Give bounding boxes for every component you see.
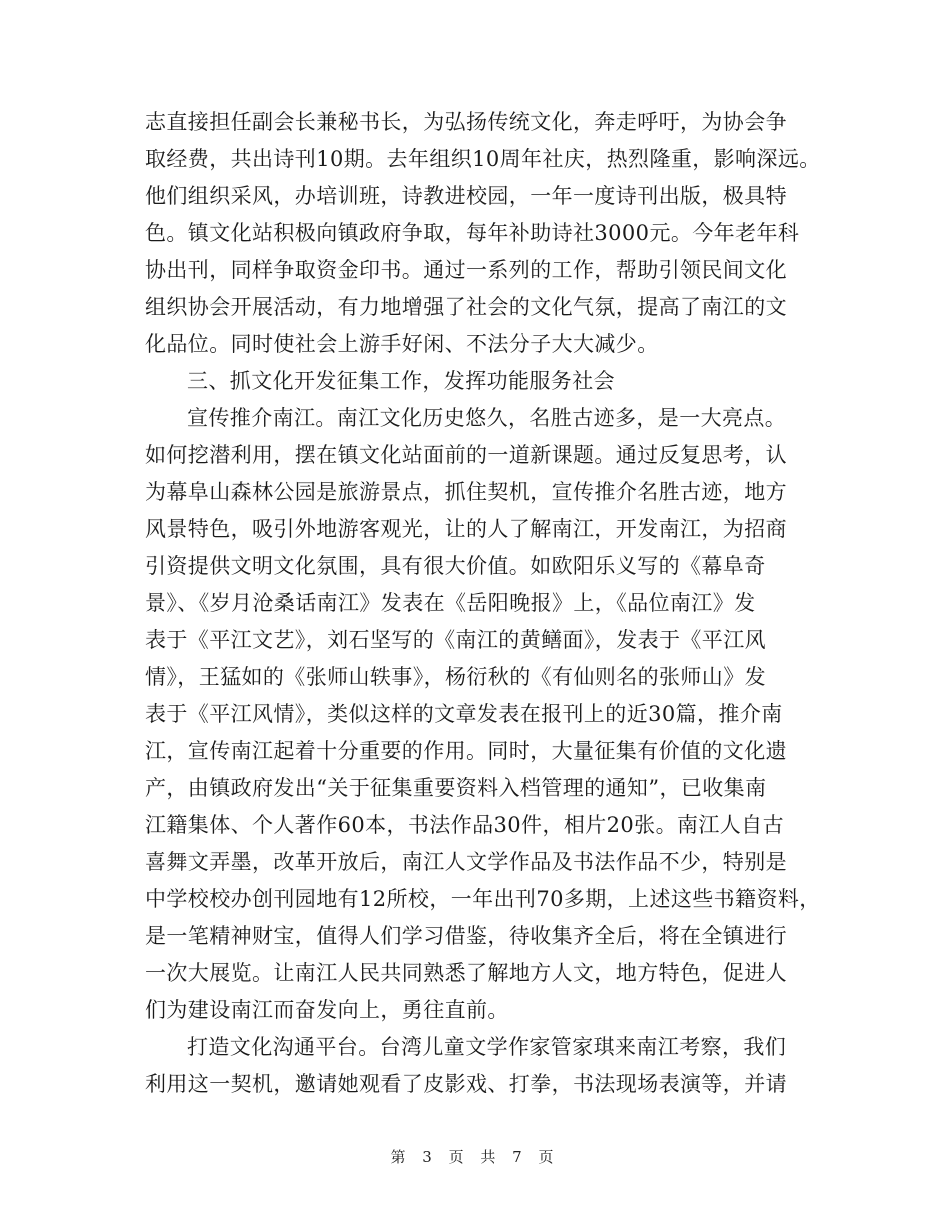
text-line: 化品位。同时使社会上游手好闲、不法分子大大减少。 [145, 332, 659, 356]
text-line: 一次大展览。让南江人民共同熟悉了解地方人文，地方特色，促进人 [145, 961, 787, 985]
text-line: 喜舞文弄墨，改革开放后，南江人文学作品及书法作品不少，特别是 [145, 850, 787, 874]
text-line: 江籍集体、个人著作60本，书法作品30件，相片20张。南江人自古 [145, 813, 784, 837]
text-line: 景》、《岁月沧桑话南江》发表在《岳阳晚报》上，《品位南江》发 [145, 591, 756, 615]
body-text [145, 104, 845, 1103]
text-line: 引资提供文明文化氛围，具有很大价值。如欧阳乐义写的《幕阜奇 [145, 554, 766, 578]
text-line: 如何挖潜利用，摆在镇文化站面前的一道新课题。通过反复思考，认 [145, 443, 787, 467]
text-line: 协出刊，同样争取资金印书。通过一系列的工作，帮助引领民间文化 [145, 258, 787, 282]
text-line: 为幕阜山森林公园是旅游景点，抓住契机，宣传推介名胜古迹，地方 [145, 480, 787, 504]
text-line: 风景特色，吸引外地游客观光，让的人了解南江，开发南江，为招商 [145, 517, 787, 541]
text-line: 他们组织采风，办培训班，诗教进校园，一年一度诗刊出版，极具特 [145, 184, 787, 208]
text-line: 们为建设南江而奋发向上，勇往直前。 [145, 998, 509, 1022]
text-line: 打造文化沟通平台。台湾儿童文学作家管家琪来南江考察，我们 [187, 1035, 787, 1059]
text-line: 江，宣传南江起着十分重要的作用。同时，大量征集有价值的文化遗 [145, 739, 787, 763]
text-line: 色。镇文化站积极向镇政府争取，每年补助诗社3000元。今年老年科 [145, 221, 800, 245]
text-line: 表于《平江文艺》，刘石坚写的《南江的黄鳝面》，发表于《平江风 [145, 628, 766, 652]
text-line: 产，由镇政府发出“关于征集重要资料入档管理的通知”，已收集南 [145, 776, 767, 800]
section-heading: 三、抓文化开发征集工作，发挥功能服务社会 [187, 369, 615, 393]
text-line: 情》，王猛如的《张师山轶事》，杨衍秋的《有仙则名的张师山》发 [145, 665, 766, 689]
text-line: 志直接担任副会长兼秘书长，为弘扬传统文化，奔走呼吁，为协会争 [145, 110, 787, 134]
page-number-footer: 第 3 页 共 7 页 [390, 1148, 560, 1166]
text-line: 宣传推介南江。南江文化历史悠久，名胜古迹多，是一大亮点。 [187, 406, 787, 430]
text-line: 中学校校办创刊园地有12所校，一年出刊70多期，上述这些书籍资料， [145, 887, 821, 911]
text-line: 是一笔精神财宝，值得人们学习借鉴，待收集齐全后，将在全镇进行 [145, 924, 787, 948]
text-line: 利用这一契机，邀请她观看了皮影戏、打拳，书法现场表演等，并请 [145, 1072, 787, 1096]
text-line: 取经费，共出诗刊10期。去年组织10周年社庆，热烈隆重，影响深远。 [145, 147, 821, 171]
text-line: 表于《平江风情》，类似这样的文章发表在报刊上的近30篇，推介南 [145, 702, 783, 726]
text-line: 组织协会开展活动，有力地增强了社会的文化气氛，提高了南江的文 [145, 295, 787, 319]
